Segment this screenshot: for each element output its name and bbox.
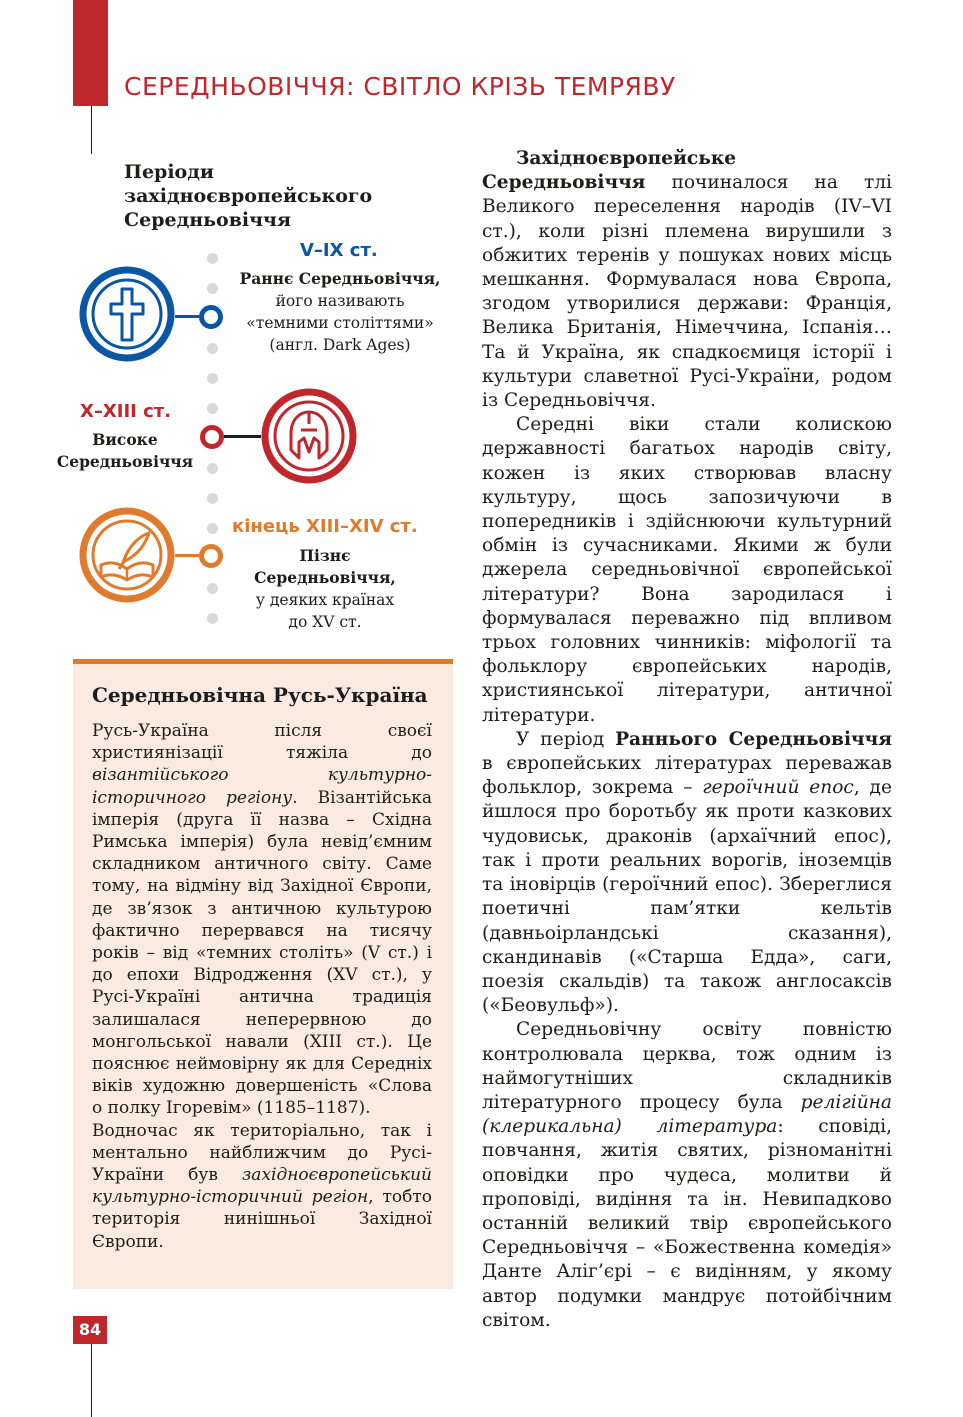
timeline-dot	[207, 253, 218, 264]
timeline-connector	[175, 554, 199, 557]
timeline-connector	[224, 435, 261, 438]
period-late-desc: Пізнє Середньовіччя, у деяких країнах до XV ст.	[254, 546, 396, 631]
page-header-title: СЕРЕДНЬОВІЧЧЯ: СВІТЛО КРІЗЬ ТЕМРЯВУ	[124, 72, 676, 101]
period-high-label: X–XIII ст.	[80, 401, 172, 422]
header-red-bar	[73, 0, 108, 106]
bold-term: Раннього Середньовіччя	[615, 728, 892, 750]
timeline-dot	[207, 463, 218, 474]
timeline-dot	[207, 343, 218, 354]
timeline-node	[199, 305, 223, 329]
margin-line-top	[91, 106, 92, 154]
italic-term: релігійна (клерикальна) література	[482, 1091, 892, 1138]
timeline-node	[199, 544, 223, 568]
text-run: Середні віки стали колискою державності багатьох народів світу, кожен із яких створював власну культуру, щось запозичуючи в попередників і здійснюючи культурний обмін із сучасниками. Якими ж були джерела середньовічної європейської літератури? Вона зародилася і формувалася переважно під впливом трьох головних чинників: міфології та фольклору європейських народів, християнської літератури, античної літератури.	[482, 414, 892, 726]
page-number: 84	[73, 1316, 107, 1344]
timeline-connector	[175, 315, 199, 318]
text-run: , тобто територія нинішньої Західної Європи.	[92, 1187, 432, 1252]
main-text	[482, 147, 892, 1333]
knight-helmet-icon	[261, 388, 357, 484]
main-paragraph	[482, 1018, 892, 1333]
italic-term: західноєвропейський культурно-історичний регіон	[92, 1165, 432, 1208]
period-high-desc: Високе Середньовіччя	[56, 430, 194, 471]
timeline-dot	[207, 403, 218, 414]
book-quill-icon	[79, 507, 175, 603]
text-run: . Візантійська імперія (друга її назва – Східна Римська імперія) була невід’ємним складником античного світу. Саме тому, на відміну від Західної Європи, де зв’язок з античною культурою фактично перервався на тисячу років – від «темних століть» (V ст.) і до епохи Відродження (XV ст.), у Русі-Україні антична традиція залишалася неперервною до монгольської навали (XIII ст.). Це пояснює неймовірну як для Середніх віків художню довершеність «Слова о полку Ігоревім» (1185–1187).	[92, 787, 432, 1119]
timeline-node	[200, 425, 224, 449]
text-run: У період	[516, 728, 616, 750]
main-paragraph	[482, 147, 892, 413]
margin-line-bottom	[91, 1344, 92, 1417]
text-run: в європейських літературах переважав фольклор, зокрема –	[482, 753, 892, 799]
text-run: : сповіді, повчання, житія святих, різноманітні оповідки про чудеса, молитви й проповіді, видіння та ін. Невипадково останній великий твір європейського Середньовіччя – «Божественна комедія» Данте Аліг’єрі – є видінням, у якому автор подумки мандрує потойбічним світом.	[482, 1116, 892, 1331]
info-box-title: Середньовічна Русь-Україна	[92, 683, 428, 707]
info-box-paragraph	[92, 720, 432, 1120]
text-run: починалося на тлі Великого переселення народів (IV–VI ст.), коли різні племена вирушили з обжитих теренів у пошуках нових місць мешкання. Формувалася нова Європа, згодом утворилися держави: Франція, Велика Британія, Німеччина, Іспанія… Та й Україна, як спадкоємиця історії і культури славетної Русі-України, родом із Середньовіччя.	[482, 172, 892, 412]
period-late-label: кінець XIII–XIV ст.	[232, 516, 418, 537]
text-run: Русь-Україна після своєї християнізації тяжіла до	[92, 721, 432, 764]
timeline-dot	[207, 523, 218, 534]
timeline-dot	[207, 493, 218, 504]
cross-icon	[79, 266, 175, 362]
italic-term: візантійського культурно-історичного регіону	[92, 765, 432, 808]
text-run: Середньовічну освіту повністю контролювала церква, тож одним із наймогутніших складників літературного процесу була	[482, 1019, 892, 1113]
main-paragraph	[482, 413, 892, 728]
main-paragraph	[482, 728, 892, 1018]
period-early-label: V–IX ст.	[300, 240, 378, 261]
text-run: , де йшлося про боротьбу як проти казкових чудовиськ, драконів (архаїчний епос), так і проти реальних ворогів, іноземців та іновірців (героїчний епос). Збереглися поетичні пам’ятки кельтів (давньоірландські сказання), скандинавів («Старша Едда», саги, поезія скальдів) та також англосаксів («Беовульф»).	[482, 777, 892, 1017]
timeline-dot	[207, 283, 218, 294]
italic-term: героїчний епос	[702, 777, 854, 799]
text-run: Водночас як територіально, так і ментально найближчим до Русі-України був	[92, 1120, 432, 1186]
period-early-desc: Раннє Середньовіччя, його називають «темними століттями» (англ. Dark Ages)	[239, 269, 441, 354]
timeline-dot	[207, 613, 218, 624]
timeline-dot	[207, 583, 218, 594]
timeline-dot	[207, 373, 218, 384]
info-box-text	[92, 720, 432, 1253]
info-box-paragraph	[92, 1120, 432, 1253]
periods-title: Періоди західноєвропейського Середньовіччя	[124, 161, 373, 231]
bold-term: Західноєвропейське Середньовіччя	[482, 148, 737, 194]
